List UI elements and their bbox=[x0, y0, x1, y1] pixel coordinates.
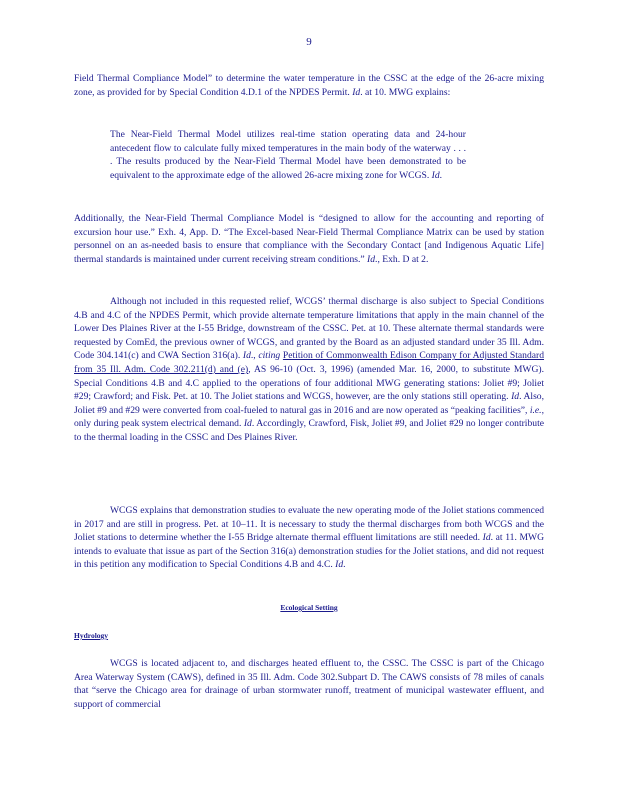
citation-id: Id bbox=[511, 391, 520, 403]
paragraph-model-intro: Field Thermal Compliance Model” to determine the water temperature in the CSSC at the edge of the 26-acre mixing zone, as provided for by Special Condition 4.D.1 of the NPDES Permit. Id. at 10. MWG explains: bbox=[74, 73, 544, 98]
paragraph-demonstration-studies: WCGS explains that demonstration studies to evaluate the new operating mode of the Joliet stations commenced in 2017 and are still in progress. Pet. at 10–11. It is necessary to study the thermal discharges from both WCGS and the Joliet stations to determine whether the I-55 Bridge alternate thermal effluent limitations are still needed. Id. at 11. MWG intends to evaluate that issue as part of the Section 316(a) demonstration studies for the Joliet stations, and did not request in this petition any modification to Special Conditions 4.B and 4.C. Id. bbox=[74, 505, 544, 571]
citation-id: Id bbox=[352, 86, 361, 98]
paragraph-hydrology: WCGS is located adjacent to, and discharges heated effluent to, the CSSC. The CSSC is part of the Chicago Area Waterway System (CAWS), defined in 35 Ill. Adm. Code 302.Subpart D. The CAWS consists of 78 miles of canals that “serve the Chicago area for drainage of urban stormwater runoff, treatment of municipal wastewater effluent, and support of commercial bbox=[74, 658, 544, 710]
block-quote: The Near-Field Thermal Model utilizes real-time station operating data and 24-hour antecedent flow to calculate fully mixed temperatures in the main body of the waterway . . . . The results produced by the Near-Field Thermal Model have been demonstrated to be equivalent to the approximate edge of the allowed 26-acre mixing zone for WCGS. Id. bbox=[110, 129, 466, 181]
section-heading-ecological-setting: Ecological Setting bbox=[280, 603, 338, 612]
citation-id: Id bbox=[243, 418, 252, 430]
citation-id: Id bbox=[431, 169, 440, 181]
citation-id: Id bbox=[367, 253, 376, 265]
case-citation: Petition of Commonwealth Edison Company for Adjusted Standard from 35 Ill. Adm. Code 302.211(d) and (e) bbox=[74, 350, 545, 375]
ie-abbrev: i.e. bbox=[529, 404, 542, 416]
citation-id: Id bbox=[242, 350, 251, 362]
citation-id: Id bbox=[335, 559, 344, 571]
page-number: 9 bbox=[306, 36, 312, 48]
subsection-heading-hydrology: Hydrology bbox=[74, 631, 109, 640]
paragraph-additionally: Additionally, the Near-Field Thermal Compliance Model is “designed to allow for the accounting and reporting of excursion hour use.” Exh. 4, App. D. “The Excel-based Near-Field Thermal Compliance Matrix can be used by station personnel on an as-needed basis to ensure that compliance with the Secondary Contact [and Indigenous Aquatic Life] thermal standards is maintained under current receiving stream conditions.” Id., Exh. D at 2. bbox=[74, 213, 544, 265]
paragraph-thermal-discharge: Although not included in this requested relief, WCGS’ thermal discharge is also subject to Special Conditions 4.B and 4.C of the NPDES Permit, which provide alternate temperature limitations that apply in the main channel of the Lower Des Plaines River at the I-55 Bridge, downstream of the CSSC. Pet. at 10. These alternate thermal standards were requested by ComEd, the previous owner of WCGS, and granted by the Board as an adjusted standard under 35 Ill. Adm. Code 304.141(c) and CWA Section 316(a). Id., citing Petition of Commonwealth Edison Company for Adjusted Standard from 35 Ill. Adm. Code 302.211(d) and (e), AS 96-10 (Oct. 3, 1996) (amended Mar. 16, 2000, to substitute MWG). Special Conditions 4.B and 4.C applied to the operations of four additional MWG generating stations: Joliet #9; Joliet #29; Crawford; and Fisk. Pet. at 10. The Joliet stations and WCGS, however, are the only stations still operating. Id. Also, Joliet #9 and #29 were converted from coal-fueled to natural gas in 2016 and are now operated as “peaking facilities”, i.e., only during peak system electrical demand. Id. Accordingly, Crawford, Fisk, Joliet #9, and Joliet #29 no longer contribute to the thermal loading in the CSSC and Des Plaines River. bbox=[74, 296, 545, 443]
citing-signal: citing bbox=[258, 350, 281, 362]
citation-id: Id bbox=[482, 532, 491, 544]
